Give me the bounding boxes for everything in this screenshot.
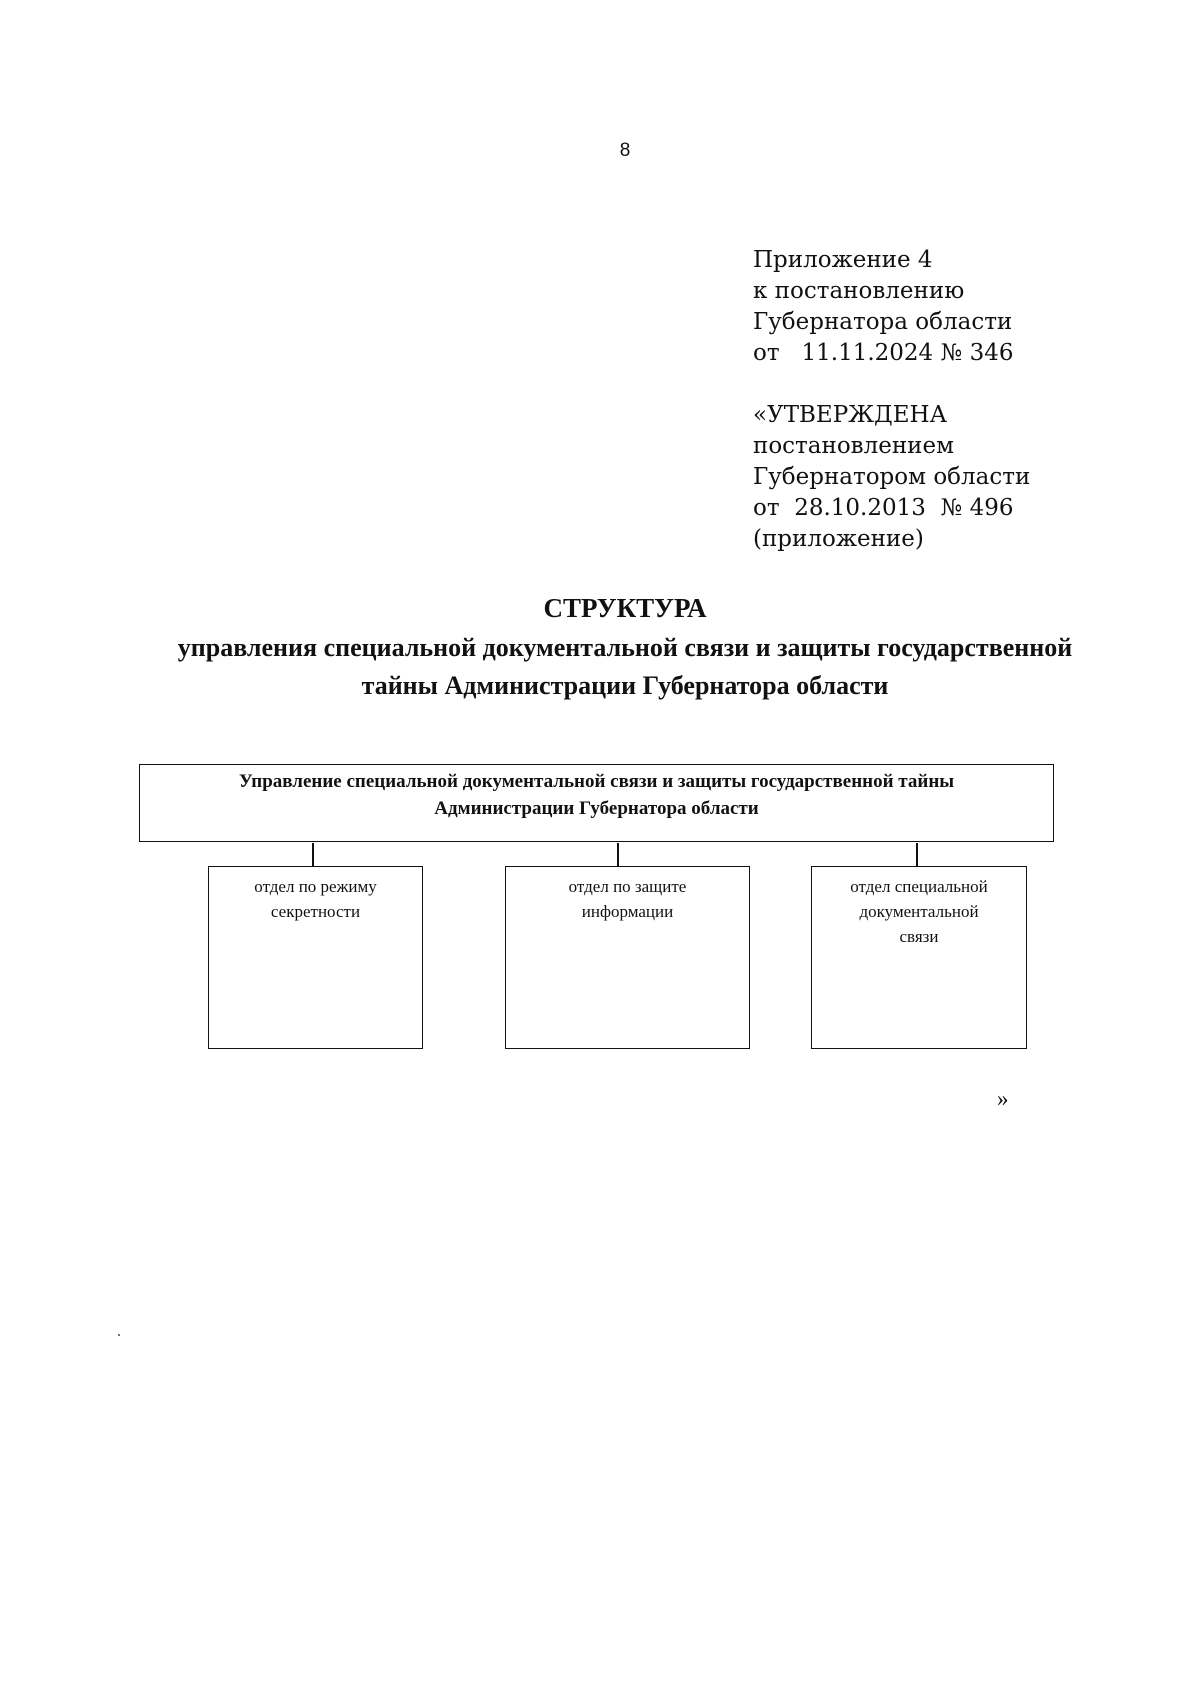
- head-unit-line: Управление специальной документальной связи и защиты государственной тайны: [238, 771, 955, 792]
- department-box-special-communication: [811, 866, 1027, 1049]
- document-subtitle: [100, 629, 1150, 705]
- department-line: информации: [581, 902, 674, 921]
- approved-line: постановлением: [753, 433, 955, 459]
- connector-line: [312, 843, 314, 867]
- department-line: документальной: [859, 902, 979, 921]
- scan-speck: [118, 1334, 120, 1336]
- department-line: отдел по защите: [568, 877, 687, 896]
- department-line: секретности: [270, 902, 361, 921]
- department-box-secrecy: [208, 866, 423, 1049]
- document-title: СТРУКТУРА: [543, 593, 707, 623]
- annex-line: к постановлению: [753, 278, 965, 304]
- approved-block: [753, 400, 1030, 555]
- annex-block: [753, 245, 1013, 369]
- subtitle-line: управления специальной документальной связи и защиты государственной: [177, 633, 1073, 662]
- department-line: отдел специальной: [850, 877, 988, 896]
- annex-line: Приложение 4: [753, 247, 933, 273]
- connector-line: [617, 843, 619, 867]
- department-line: связи: [899, 927, 939, 946]
- head-unit-line: Администрации Губернатора области: [434, 798, 759, 819]
- annex-line: от 11.11.2024 № 346: [753, 340, 1014, 366]
- approved-line: (приложение): [753, 526, 924, 552]
- subtitle-line: тайны Администрации Губернатора области: [361, 671, 889, 700]
- closing-quote: »: [997, 1086, 1009, 1111]
- approved-line: «УТВЕРЖДЕНА: [753, 402, 948, 428]
- connector-line: [916, 843, 918, 867]
- page-number: 8: [619, 140, 631, 161]
- department-line: отдел по режиму: [254, 877, 377, 896]
- head-unit-box: [139, 764, 1054, 842]
- annex-line: Губернатора области: [753, 309, 1013, 335]
- approved-line: от 28.10.2013 № 496: [753, 495, 1014, 521]
- approved-line: Губернатором области: [753, 464, 1031, 490]
- department-box-info-protection: [505, 866, 750, 1049]
